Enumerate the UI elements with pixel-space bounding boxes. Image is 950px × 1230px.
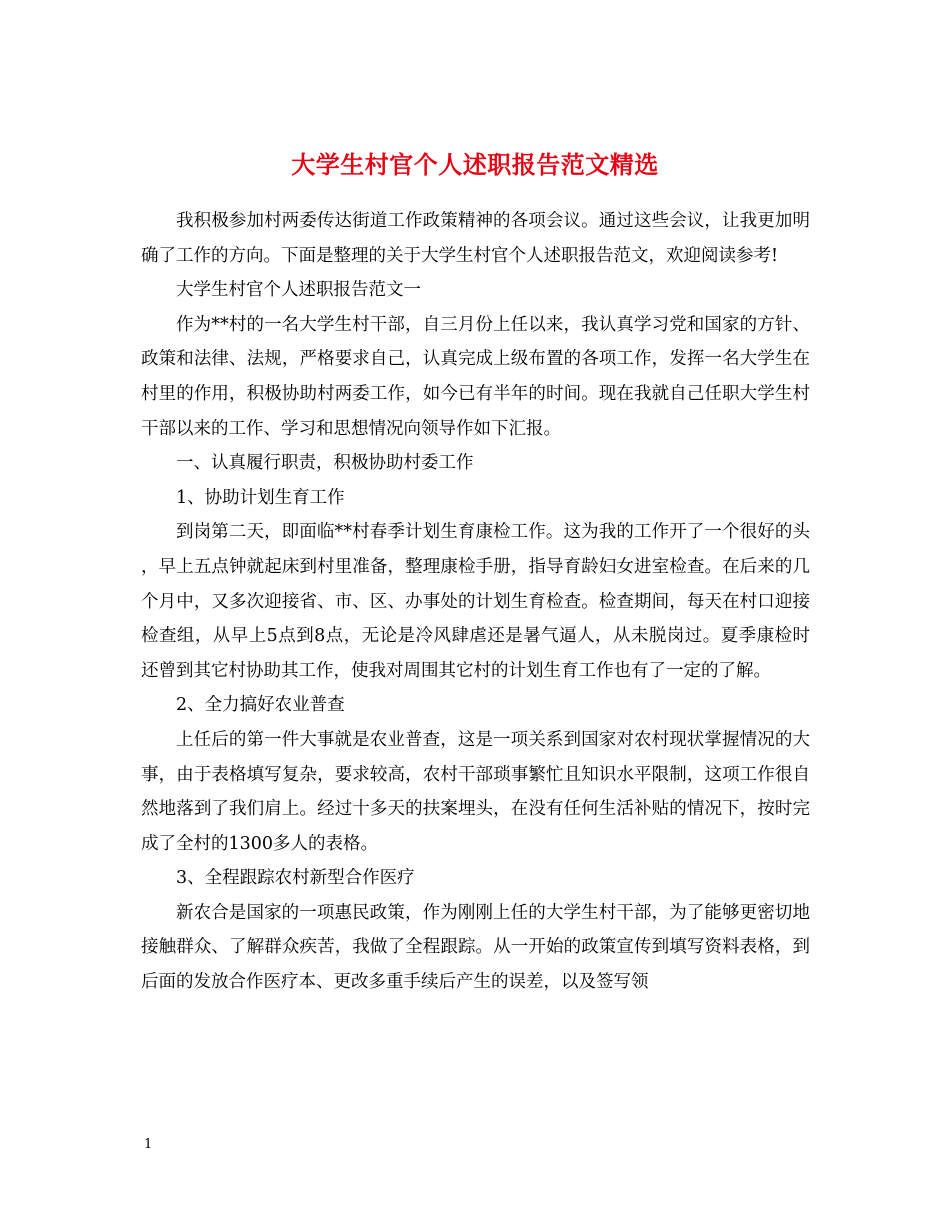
section-heading-duties: 一、认真履行职责，积极协助村委工作 [176, 453, 474, 474]
subheading-agricultural-census: 2、全力搞好农业普查 [176, 695, 345, 716]
paragraph-agricultural-census: 上任后的第一件大事就是农业普查，这是一项关系到国家对农村现状掌握情况的大事，由于表格填写复杂，要求较高，农村干部琐事繁忙且知识水平限制，这项工作很自然地落到了我们肩上。经过十多天的扶案埋头，在没有任何生活补贴的情况下，按时完成了全村的1300多人的表格。 [141, 729, 810, 854]
page-title: 大学生村官个人述职报告范文精选 [291, 150, 659, 180]
paragraph-introduction-self: 作为**村的一名大学生村干部，自三月份上任以来，我认真学习党和国家的方针、政策和法律、法规，严格要求自己，认真完成上级布置的各项工作，发挥一名大学生在村里的作用，积极协助村两委工作，如今已有半年的时间。现在我就自己任职大学生村干部以来的工作、学习和思想情况向领导作如下汇报。 [141, 314, 810, 439]
paragraph-cooperative-medical: 新农合是国家的一项惠民政策，作为刚刚上任的大学生村干部，为了能够更密切地接触群众、了解群众疾苦，我做了全程跟踪。从一开始的政策宣传到填写资料表格，到后面的发放合作医疗本、更改多重手续后产生的误差，以及签写领 [141, 902, 810, 993]
document-body [141, 204, 810, 1000]
subheading-family-planning: 1、协助计划生育工作 [176, 487, 345, 508]
subheading-cooperative-medical: 3、全程跟踪农村新型合作医疗 [176, 868, 415, 889]
paragraph-family-planning: 到岗第二天，即面临**村春季计划生育康检工作。这为我的工作开了一个很好的头，早上五点钟就起床到村里准备，整理康检手册，指导育龄妇女进室检查。在后来的几个月中，又多次迎接省、市、区、办事处的计划生育检查。检查期间，每天在村口迎接检查组，从早上5点到8点，无论是冷风肆虐还是暑气逼人，从未脱岗过。夏季康检时还曾到其它村协助其工作，使我对周围其它村的计划生育工作也有了一定的了解。 [141, 522, 810, 681]
paragraph-intro: 我积极参加村两委传达街道工作政策精神的各项会议。通过这些会议，让我更加明确了工作的方向。下面是整理的关于大学生村官个人述职报告范文，欢迎阅读参考! [141, 211, 810, 266]
page-number: 1 [144, 1137, 153, 1152]
section-heading-sample-one: 大学生村官个人述职报告范文一 [176, 280, 421, 301]
